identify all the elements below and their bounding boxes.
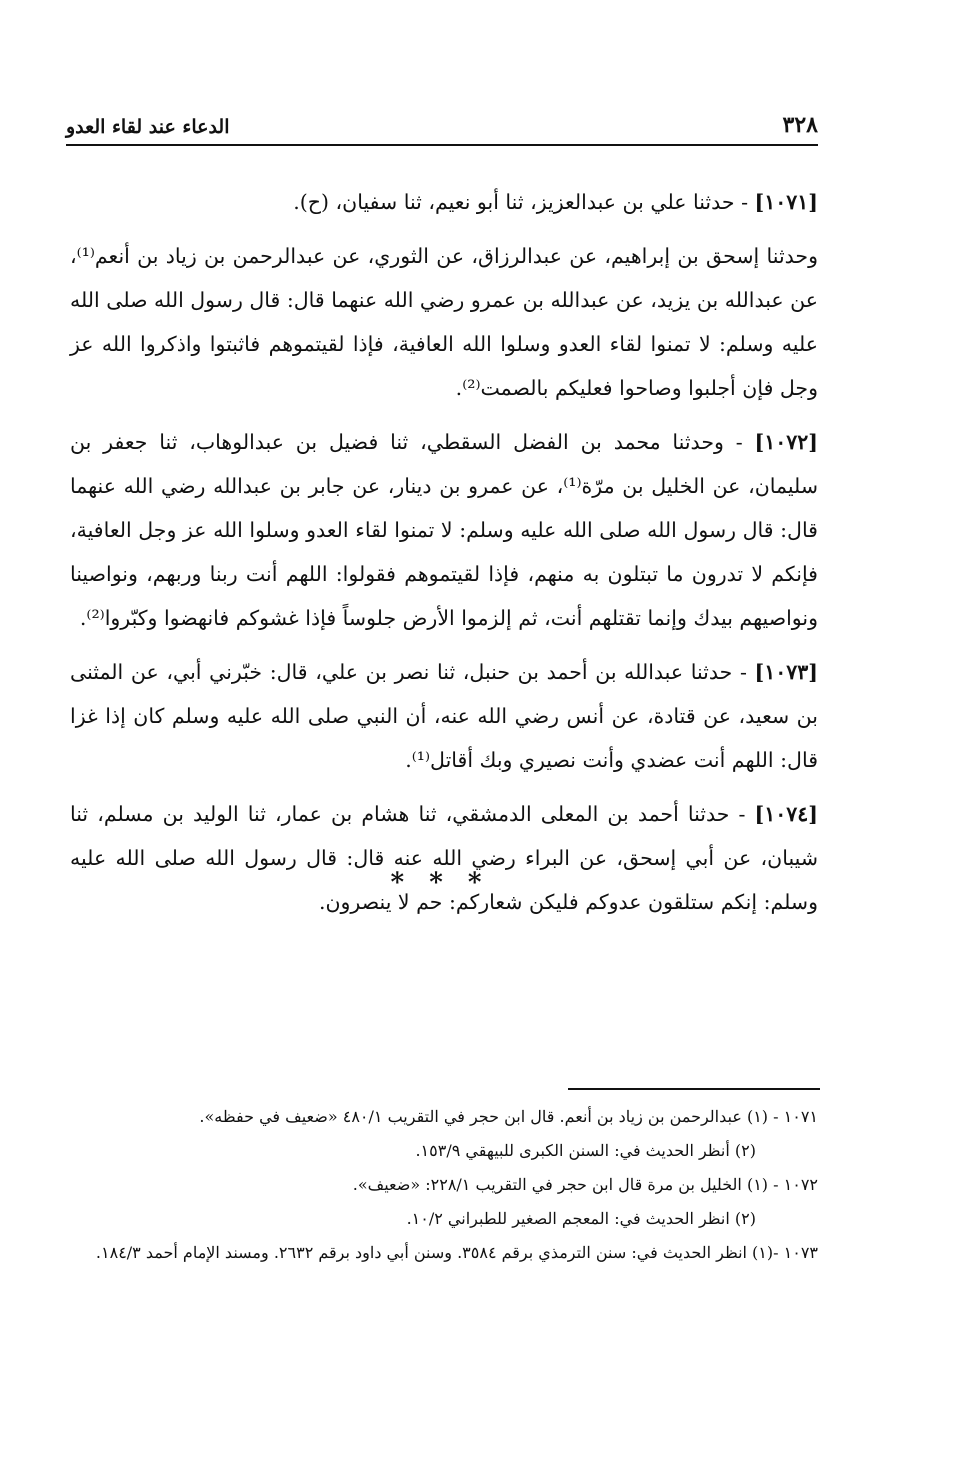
hadith-entry-1073 xyxy=(70,650,818,782)
hadith-text: - حدثنا عبدالله بن أحمد بن حنبل، ثنا نصر بن علي، قال: خبّرني أبي، عن المثنى بن سعيد، عن قتادة، عن أنس رضي الله عنه، أن النبي صلى الله عليه وسلم كان إذا غزا قال: اللهم أنت عضدي وأنت نصيري وبك أقاتل⁽¹⁾. xyxy=(70,660,818,772)
footnote: ١٠٧١ - (١) عبدالرحمن بن زياد بن أنعم. قال ابن حجر في التقريب ٤٨٠/١ «ضعيف في حفظه». xyxy=(199,1107,818,1126)
footnote: ١٠٧٣ -(١) انظر الحديث في: سنن الترمذي برقم ٣٥٨٤. وسنن أبي داود برقم ٢٦٣٢. ومسند الإمام أحمد ١٨٤/٣. xyxy=(95,1243,818,1262)
main-text xyxy=(70,180,818,934)
hadith-entry-1071-continued xyxy=(70,234,818,410)
hadith-entry-1071 xyxy=(70,180,818,224)
footnote: (٢) انظر الحديث في: المعجم الصغير للطبراني ١٠/٢. xyxy=(406,1209,756,1228)
hadith-text: - وحدثنا محمد بن الفضل السقطي، ثنا فضيل بن عبدالوهاب، ثنا جعفر بن سليمان، عن الخليل بن مرّة⁽¹⁾، عن عمرو بن دينار، عن جابر بن عبدالله رضي الله عنهما قال: قال رسول الله صلى الله عليه وسلم: لا تمنوا لقاء العدو وسلوا الله عز وجل العافية، فإنكم لا تدرون ما تبتلون به منهم، فإذا لقيتموهم فقولوا: اللهم أنت ربنا وربهم، ونواصينا ونواصيهم بيدك وإنما تقتلهم أنت، ثم إلزموا الأرض جلوساً فإذا غشوكم فانهضوا وكبّروا⁽²⁾. xyxy=(70,430,818,630)
page-header xyxy=(66,112,818,146)
hadith-text: - حدثنا علي بن عبدالعزيز، ثنا أبو نعيم، ثنا سفيان، (ح). xyxy=(293,190,749,214)
footnote-rule xyxy=(568,1088,820,1090)
running-title: الدعاء عند لقاء العدو xyxy=(66,116,230,138)
footnotes xyxy=(70,1100,818,1270)
page-number: ٣٢٨ xyxy=(782,112,818,138)
hadith-number: [١٠٧٢] xyxy=(754,430,818,454)
hadith-entry-1074 xyxy=(70,792,818,924)
footnote: (٢) أنظر الحديث في: السنن الكبرى للبيهقي ١٥٣/٩. xyxy=(415,1141,756,1160)
hadith-text: وحدثنا إسحق بن إبراهيم، عن عبدالرزاق، عن الثوري، عن عبدالرحمن بن زياد بن أنعم⁽¹⁾، عن عبدالله بن يزيد، عن عبدالله بن عمرو رضي الله عنهما قال: قال رسول الله صلى الله عليه وسلم: لا تمنوا لقاء العدو وسلوا الله العافية، فإذا لقيتموهم فاثبتوا واذكروا الله عز وجل فإن أجلبوا وصاحوا فعليكم بالصمت⁽²⁾. xyxy=(70,244,818,400)
hadith-entry-1072 xyxy=(70,420,818,640)
hadith-number: [١٠٧٤] xyxy=(754,802,818,826)
hadith-number: [١٠٧٣] xyxy=(754,660,818,684)
footnote: ١٠٧٢ - (١) الخليل بن مرة قال ابن حجر في التقريب ٢٢٨/١: «ضعيف». xyxy=(352,1175,818,1194)
hadith-number: [١٠٧١] xyxy=(754,190,818,214)
hadith-text: - حدثنا أحمد بن المعلى الدمشقي، ثنا هشام بن عمار، ثنا الوليد بن مسلم، ثنا شيبان، عن أبي إسحق، عن البراء رضي الله عنه قال: قال رسول الله صلى الله عليه وسلم: إنكم ستلقون عدوكم فليكن شعاركم: حم لا ينصرون. xyxy=(70,802,818,914)
section-separator: * * * xyxy=(390,868,490,898)
